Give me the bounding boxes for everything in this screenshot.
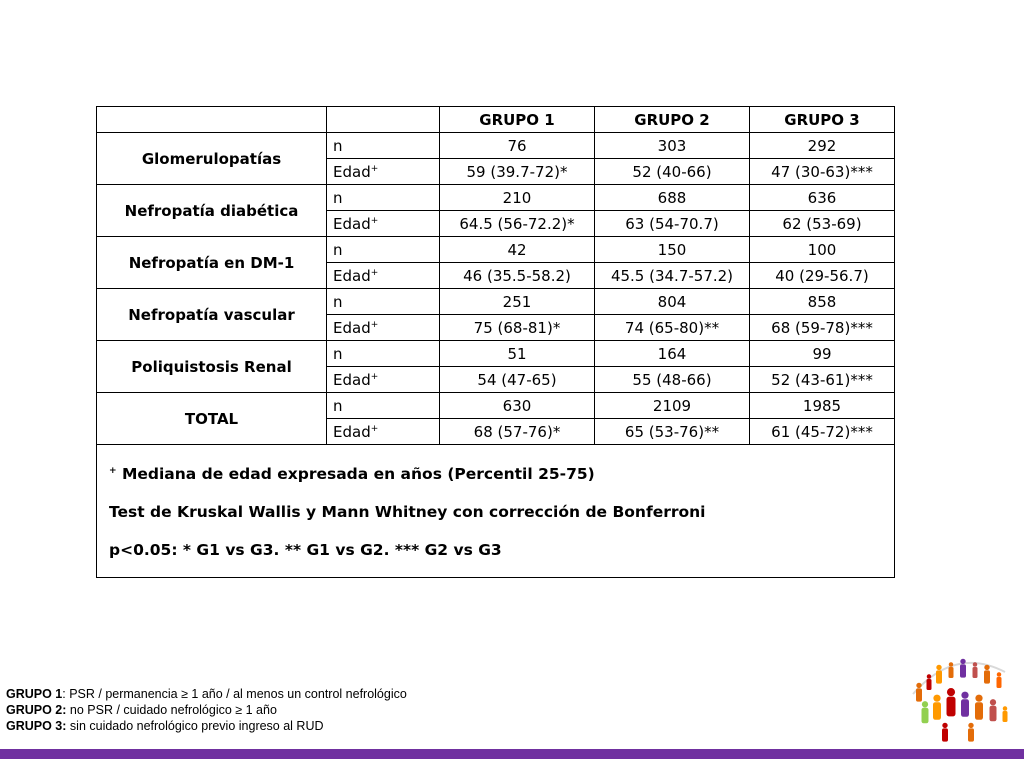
notes-row (97, 445, 895, 578)
logo-figure-body (947, 697, 956, 717)
logo-figure-body (975, 702, 983, 720)
n-value-grupo-1: 210 (440, 185, 595, 211)
edad-label (327, 159, 440, 185)
n-value-grupo-2: 150 (595, 237, 750, 263)
legend-group-text: no PSR / cuidado nefrológico ≥ 1 año (66, 703, 277, 717)
edad-label-text: Edad (333, 370, 371, 389)
logo-figure-body (997, 677, 1002, 688)
logo-figure-body (936, 670, 942, 683)
logo-figure-head (916, 683, 921, 688)
logo-figure-head (975, 695, 982, 702)
header-grupo-2: GRUPO 2 (595, 107, 750, 133)
edad-label-text: Edad (333, 422, 371, 441)
logo-figure-body (916, 688, 922, 701)
logo-figure-body (949, 667, 954, 678)
legend-item (6, 702, 407, 718)
note-median (109, 455, 884, 493)
disease-label: Nefropatía vascular (97, 289, 327, 341)
logo-figure-head (927, 674, 932, 679)
edad-label-text: Edad (333, 266, 371, 285)
logo-figure-head (942, 723, 947, 728)
edad-value-grupo-3: 68 (59-78)*** (750, 315, 895, 341)
logo-figure-body (1003, 711, 1008, 722)
n-value-grupo-2: 164 (595, 341, 750, 367)
logo-figure-body (960, 664, 966, 677)
edad-label-text: Edad (333, 162, 371, 181)
n-value-grupo-3: 100 (750, 237, 895, 263)
n-value-grupo-1: 251 (440, 289, 595, 315)
logo-figure-head (997, 672, 1002, 677)
legend-group-label: GRUPO 3: (6, 719, 67, 733)
logo-figure-body (990, 706, 997, 721)
logo-figure-head (947, 688, 955, 696)
logo-figure-body (968, 728, 974, 741)
n-label: n (327, 341, 440, 367)
edad-value-grupo-2: 45.5 (34.7-57.2) (595, 263, 750, 289)
n-value-grupo-3: 99 (750, 341, 895, 367)
n-value-grupo-3: 636 (750, 185, 895, 211)
note-median-text: Mediana de edad expresada en años (Percentil 25-75) (121, 465, 595, 483)
edad-value-grupo-2: 74 (65-80)** (595, 315, 750, 341)
table-row (97, 393, 895, 419)
edad-value-grupo-2: 52 (40-66) (595, 159, 750, 185)
logo-figure-head (936, 665, 941, 670)
results-table (96, 106, 895, 578)
edad-value-grupo-2: 63 (54-70.7) (595, 211, 750, 237)
edad-value-grupo-3: 61 (45-72)*** (750, 419, 895, 445)
table-row (97, 237, 895, 263)
logo-figure-head (949, 662, 954, 667)
n-label: n (327, 289, 440, 315)
n-value-grupo-3: 858 (750, 289, 895, 315)
logo-figure-body (984, 670, 990, 683)
n-value-grupo-1: 51 (440, 341, 595, 367)
disease-label: Poliquistosis Renal (97, 341, 327, 393)
n-value-grupo-3: 1985 (750, 393, 895, 419)
edad-label (327, 419, 440, 445)
edad-plus-mark: + (370, 371, 379, 382)
table-row (97, 185, 895, 211)
edad-value-grupo-3: 40 (29-56.7) (750, 263, 895, 289)
n-value-grupo-1: 42 (440, 237, 595, 263)
table-header-row (97, 107, 895, 133)
header-empty-2 (327, 107, 440, 133)
edad-value-grupo-3: 62 (53-69) (750, 211, 895, 237)
logo-figure-body (927, 679, 932, 690)
table-row (97, 341, 895, 367)
edad-value-grupo-1: 64.5 (56-72.2)* (440, 211, 595, 237)
edad-value-grupo-1: 59 (39.7-72)* (440, 159, 595, 185)
n-value-grupo-3: 292 (750, 133, 895, 159)
logo-figure-head (968, 723, 973, 728)
edad-plus-mark: + (370, 423, 379, 434)
edad-label-text: Edad (333, 318, 371, 337)
legend-group-label: GRUPO 2: (6, 703, 67, 717)
logo-figure-head (961, 692, 968, 699)
logo-figure-head (984, 665, 989, 670)
edad-plus-mark: + (370, 267, 379, 278)
logo-figure-head (990, 699, 996, 705)
bottom-accent-bar (0, 749, 1024, 759)
disease-label: Nefropatía en DM-1 (97, 237, 327, 289)
logo-figure-body (961, 699, 969, 717)
header-grupo-3: GRUPO 3 (750, 107, 895, 133)
logo-figure-head (922, 701, 928, 707)
logo-figure-head (960, 659, 965, 664)
edad-plus-mark: + (370, 163, 379, 174)
logo-figure-head (1003, 706, 1008, 711)
logo-figure-body (942, 728, 948, 741)
edad-value-grupo-3: 47 (30-63)*** (750, 159, 895, 185)
table-row (97, 133, 895, 159)
people-crowd-logo (905, 652, 1015, 747)
legend-group-text: : PSR / permanencia ≥ 1 año / al menos un control nefrológico (62, 687, 407, 701)
edad-value-grupo-3: 52 (43-61)*** (750, 367, 895, 393)
edad-value-grupo-2: 55 (48-66) (595, 367, 750, 393)
n-value-grupo-2: 804 (595, 289, 750, 315)
table-row (97, 289, 895, 315)
header-grupo-1: GRUPO 1 (440, 107, 595, 133)
edad-value-grupo-1: 75 (68-81)* (440, 315, 595, 341)
edad-plus-mark: + (370, 215, 379, 226)
edad-value-grupo-1: 54 (47-65) (440, 367, 595, 393)
edad-value-grupo-1: 68 (57-76)* (440, 419, 595, 445)
disease-label: TOTAL (97, 393, 327, 445)
n-value-grupo-1: 76 (440, 133, 595, 159)
note-test: Test de Kruskal Wallis y Mann Whitney con corrección de Bonferroni (109, 503, 706, 521)
edad-label (327, 263, 440, 289)
n-value-grupo-2: 303 (595, 133, 750, 159)
logo-figure-head (933, 695, 940, 702)
edad-value-grupo-2: 65 (53-76)** (595, 419, 750, 445)
note-plus-mark: + (109, 465, 117, 476)
note-significance: p<0.05: * G1 vs G3. ** G1 vs G2. *** G2 vs G3 (109, 541, 502, 559)
legend-group-text: sin cuidado nefrológico previo ingreso al RUD (66, 719, 324, 733)
logo-figure-head (973, 662, 978, 667)
n-value-grupo-2: 688 (595, 185, 750, 211)
logo-figure-body (933, 702, 941, 720)
edad-value-grupo-1: 46 (35.5-58.2) (440, 263, 595, 289)
edad-label (327, 315, 440, 341)
edad-label-text: Edad (333, 214, 371, 233)
legend-item (6, 686, 407, 702)
n-value-grupo-1: 630 (440, 393, 595, 419)
logo-figure-body (973, 667, 978, 678)
disease-label: Glomerulopatías (97, 133, 327, 185)
n-label: n (327, 237, 440, 263)
disease-label: Nefropatía diabética (97, 185, 327, 237)
edad-plus-mark: + (370, 319, 379, 330)
legend-group-label: GRUPO 1 (6, 687, 63, 701)
group-legend (6, 686, 407, 734)
logo-figure-body (922, 708, 929, 723)
n-label: n (327, 133, 440, 159)
edad-label (327, 367, 440, 393)
legend-item (6, 718, 407, 734)
n-label: n (327, 393, 440, 419)
header-empty-1 (97, 107, 327, 133)
edad-label (327, 211, 440, 237)
n-value-grupo-2: 2109 (595, 393, 750, 419)
table-notes (97, 445, 895, 578)
n-label: n (327, 185, 440, 211)
